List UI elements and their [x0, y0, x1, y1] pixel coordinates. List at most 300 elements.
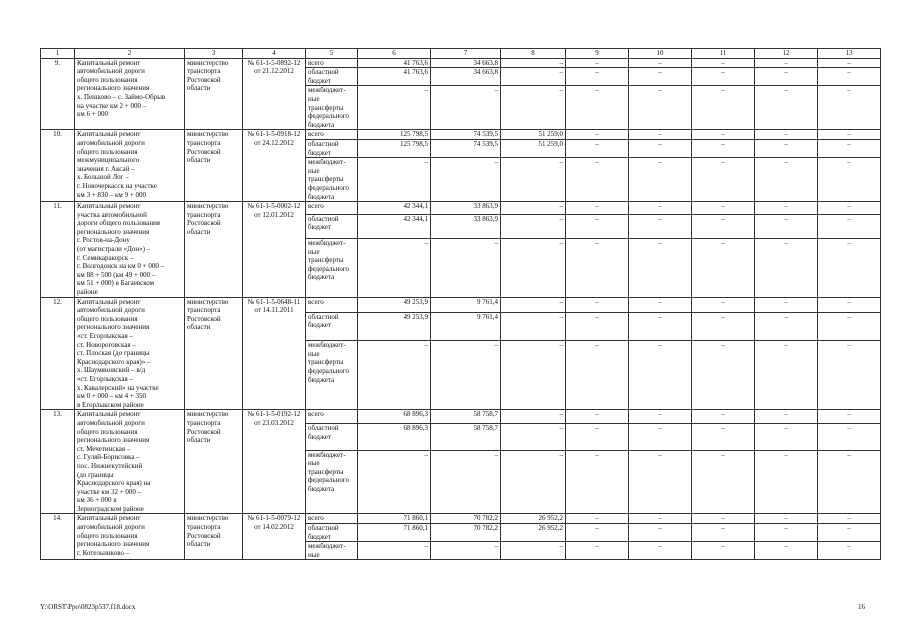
amount-cell: – — [755, 450, 818, 514]
amount-cell: – — [629, 424, 692, 450]
cell-line: автомобильной дороги — [77, 67, 145, 76]
cell-line: автомобильной дороги — [77, 306, 145, 315]
amount-cell: – — [629, 239, 692, 298]
footer-file-path: Y:\ORST\Ppo\0823p537.f18.docx — [40, 603, 136, 611]
amount-cell: – — [566, 86, 629, 130]
responsible-org — [185, 202, 243, 298]
cell-line: межбюджет- — [308, 450, 346, 459]
funding-source — [306, 297, 358, 312]
row-number: 14. — [41, 514, 75, 560]
amount-cell: – — [629, 514, 692, 524]
amount-cell: – — [692, 524, 755, 542]
cell-line: г. Котельниково – — [77, 548, 130, 557]
cell-line: от 12.01.2012 — [254, 210, 294, 219]
cell-line: регионального значения — [77, 227, 150, 236]
project-name — [75, 58, 185, 130]
amount-cell: – — [431, 158, 501, 202]
cell-line: Зерноградском районе — [77, 504, 144, 513]
cell-line: трансферты — [308, 175, 344, 184]
cell-line: Ростовской — [187, 531, 221, 540]
amount-cell: – — [755, 86, 818, 130]
amount-cell: – — [755, 239, 818, 298]
amount-cell: 68 896,3 — [358, 424, 431, 450]
amount-cell: – — [501, 202, 566, 215]
project-name — [75, 297, 185, 410]
cell-line: Капитальный ремонт — [77, 514, 141, 523]
cell-line: общего пользования — [77, 427, 138, 436]
amount-cell: – — [755, 514, 818, 524]
cell-line: областной — [308, 424, 339, 433]
cell-line: бюджет — [308, 76, 331, 85]
cell-line: км 36 + 000 в — [77, 496, 117, 505]
cell-line: (до границы — [77, 470, 114, 479]
cell-line: регионального значения — [77, 323, 150, 332]
cell-line: «ст. Егорлыкская – — [77, 332, 133, 340]
funding-source — [306, 312, 358, 341]
amount-cell: – — [629, 312, 692, 341]
project-name — [75, 410, 185, 514]
amount-cell: – — [629, 450, 692, 514]
cell-line: ст. Плоская (до границы — [77, 349, 150, 358]
amount-cell: – — [566, 341, 629, 410]
amount-cell: – — [566, 239, 629, 298]
amount-cell: – — [755, 410, 818, 424]
cell-line: областной — [308, 68, 339, 77]
amount-cell: – — [818, 341, 881, 410]
amount-cell: – — [566, 58, 629, 68]
cell-line: Капитальный ремонт — [77, 410, 141, 419]
cell-line: Капитальный ремонт — [77, 202, 141, 211]
cell-line: в Егорлыкском районе — [77, 400, 144, 409]
cell-line: транспорта — [187, 210, 221, 219]
cell-line: Капитальный ремонт — [77, 130, 141, 139]
cell-line: дороги общего пользования — [77, 219, 161, 228]
amount-cell: – — [755, 524, 818, 542]
cell-line: всего — [308, 58, 324, 67]
header-cell: 4 — [243, 49, 306, 59]
cell-line: межбюджет- — [308, 239, 346, 248]
funding-source — [306, 524, 358, 542]
cell-line: бюджета — [308, 273, 335, 282]
amount-cell: 68 896,3 — [358, 410, 431, 424]
amount-cell: 51 259,0 — [501, 130, 566, 140]
amount-cell: – — [818, 68, 881, 86]
amount-cell: 58 758,7 — [431, 410, 501, 424]
table-row — [41, 58, 881, 68]
amount-cell: 9 761,4 — [431, 297, 501, 312]
funding-source — [306, 542, 358, 560]
amount-cell: – — [629, 524, 692, 542]
cell-line: всего — [308, 130, 324, 139]
funding-source — [306, 139, 358, 157]
amount-cell: – — [501, 86, 566, 130]
amount-cell: – — [692, 450, 755, 514]
cell-line: транспорта — [187, 138, 221, 147]
amount-cell: – — [755, 341, 818, 410]
amount-cell: – — [629, 158, 692, 202]
header-cell: 10 — [629, 49, 692, 59]
amount-cell: – — [358, 158, 431, 202]
amount-cell: – — [692, 410, 755, 424]
amount-cell: 71 860,1 — [358, 524, 431, 542]
amount-cell: 71 860,1 — [358, 514, 431, 524]
cell-line: области — [187, 436, 211, 445]
cell-line: г. Семикаракорск – — [77, 253, 134, 262]
funding-source — [306, 58, 358, 68]
amount-cell: – — [566, 424, 629, 450]
amount-cell: – — [818, 424, 881, 450]
cell-line: министерство — [187, 410, 229, 419]
responsible-org — [185, 410, 243, 514]
header-cell: 7 — [431, 49, 501, 59]
amount-cell: – — [818, 139, 881, 157]
cell-line: участка автомобильной — [77, 210, 147, 219]
cell-line: № 61-1-5-0918-12 — [247, 130, 301, 139]
cell-line: км 51 + 000) в Багаевском — [77, 279, 155, 288]
amount-cell: – — [692, 424, 755, 450]
funding-source — [306, 130, 358, 140]
cell-line: министерство — [187, 297, 229, 306]
amount-cell: – — [629, 86, 692, 130]
header-cell: 11 — [692, 49, 755, 59]
cell-line: бюджет — [308, 321, 331, 330]
amount-cell: – — [755, 542, 818, 560]
cell-line: общего пользования — [77, 314, 138, 323]
cell-line: общего пользования — [77, 531, 138, 540]
cell-line: регионального значения — [77, 84, 150, 93]
row-number: 10. — [41, 130, 75, 202]
row-number: 9. — [41, 58, 75, 130]
cell-line: ст. Новороговская – — [77, 340, 136, 349]
amount-cell: 42 344,1 — [358, 202, 431, 215]
cell-line: федерального — [308, 367, 350, 376]
cell-line: ст. Мечетинская – — [77, 444, 131, 453]
cell-line: области — [187, 84, 211, 93]
document-ref — [243, 58, 306, 130]
cell-line: бюджета — [308, 120, 335, 129]
amount-cell: 70 782,2 — [431, 514, 501, 524]
amount-cell: – — [566, 312, 629, 341]
amount-cell: – — [629, 214, 692, 238]
cell-line: области — [187, 227, 211, 236]
cell-line: автомобильной дороги — [77, 418, 145, 427]
amount-cell: – — [566, 297, 629, 312]
page-number: 16 — [858, 603, 865, 611]
cell-line: х. Большой Лог – — [77, 173, 129, 182]
amount-cell: – — [755, 202, 818, 215]
amount-cell: – — [566, 158, 629, 202]
header-row — [41, 49, 881, 59]
cell-line: межбюджет- — [308, 542, 346, 551]
amount-cell: – — [692, 341, 755, 410]
cell-line: ные — [308, 166, 320, 175]
cell-line: с. Гуляй-Борисовка – — [77, 453, 140, 462]
amount-cell: – — [501, 424, 566, 450]
amount-cell: – — [755, 130, 818, 140]
header-cell: 5 — [306, 49, 358, 59]
amount-cell: – — [818, 524, 881, 542]
cell-line: Ростовской — [187, 219, 221, 228]
project-name — [75, 202, 185, 298]
cell-line: бюджета — [308, 192, 335, 201]
cell-line: х. Шаумяновский – в/д — [77, 366, 146, 375]
amount-cell: 26 952,2 — [501, 524, 566, 542]
amount-cell: – — [358, 450, 431, 514]
amount-cell: – — [629, 542, 692, 560]
cell-line: х. Пешково – с. Займо-Обрыв — [77, 92, 166, 101]
cell-line: автомобильной дороги — [77, 138, 145, 147]
cell-line: Ростовской — [187, 147, 221, 156]
amount-cell: 26 952,2 — [501, 514, 566, 524]
amount-cell: – — [629, 297, 692, 312]
amount-cell: – — [692, 514, 755, 524]
cell-line: г. Волгодонск на км 0 + 000 – — [77, 262, 165, 271]
cell-line: участке км 32 + 000 – — [77, 487, 142, 496]
amount-cell: – — [501, 239, 566, 298]
cell-line: общего пользования — [77, 147, 138, 156]
amount-cell: – — [566, 130, 629, 140]
cell-line: федерального — [308, 183, 350, 192]
amount-cell: – — [501, 450, 566, 514]
cell-line: областной — [308, 312, 339, 321]
cell-line: области — [187, 540, 211, 549]
cell-line: Краснодарского края)» – — [77, 357, 151, 366]
header-cell: 9 — [566, 49, 629, 59]
cell-line: (от магистрали «Дон») – — [77, 245, 151, 254]
amount-cell: 41 763,6 — [358, 68, 431, 86]
cell-line: федерального — [308, 112, 350, 121]
header-cell: 12 — [755, 49, 818, 59]
cell-line: транспорта — [187, 418, 221, 427]
cell-line: транспорта — [187, 306, 221, 315]
row-number: 12. — [41, 297, 75, 410]
amount-cell: – — [566, 450, 629, 514]
amount-cell: – — [501, 410, 566, 424]
document-ref — [243, 202, 306, 298]
cell-line: от 14.11.2011 — [254, 306, 294, 315]
amount-cell: – — [818, 410, 881, 424]
cell-line: федерального — [308, 476, 350, 485]
amount-cell: – — [755, 58, 818, 68]
cell-line: трансферты — [308, 358, 344, 367]
cell-line: г. Ростов-на-Дону — [77, 236, 130, 245]
amount-cell: – — [629, 410, 692, 424]
amount-cell: – — [692, 202, 755, 215]
responsible-org — [185, 58, 243, 130]
amount-cell: 41 763,6 — [358, 58, 431, 68]
cell-line: трансферты — [308, 256, 344, 265]
cell-line: всего — [308, 202, 324, 211]
cell-line: от 21.12.2012 — [254, 67, 294, 76]
responsible-org — [185, 514, 243, 560]
amount-cell: – — [692, 312, 755, 341]
cell-line: транспорта — [187, 523, 221, 532]
amount-cell: – — [566, 524, 629, 542]
cell-line: Ростовской — [187, 427, 221, 436]
header-cell: 3 — [185, 49, 243, 59]
amount-cell: – — [629, 58, 692, 68]
amount-cell: – — [501, 158, 566, 202]
amount-cell: 49 253,9 — [358, 312, 431, 341]
amount-cell: – — [501, 341, 566, 410]
cell-line: области — [187, 156, 211, 165]
amount-cell: – — [629, 341, 692, 410]
cell-line: всего — [308, 297, 324, 306]
cell-line: ные — [308, 247, 320, 256]
funding-source — [306, 341, 358, 410]
amount-cell: 34 663,8 — [431, 68, 501, 86]
cell-line: регионального значения — [77, 540, 150, 549]
amount-cell: – — [692, 542, 755, 560]
document-ref — [243, 514, 306, 560]
funding-source — [306, 410, 358, 424]
responsible-org — [185, 130, 243, 202]
header-cell: 1 — [41, 49, 75, 59]
amount-cell: – — [566, 542, 629, 560]
cell-line: межмуниципального — [77, 156, 140, 165]
cell-line: министерство — [187, 58, 229, 67]
cell-line: х. Кавалерский» на участке — [77, 383, 159, 392]
cell-line: областной — [308, 524, 339, 533]
cell-line: межбюджет- — [308, 341, 346, 350]
table-row — [41, 410, 881, 424]
cell-line: транспорта — [187, 67, 221, 76]
header-cell: 6 — [358, 49, 431, 59]
table-row — [41, 514, 881, 524]
funding-source — [306, 424, 358, 450]
cell-line: бюджет — [308, 148, 331, 157]
amount-cell: – — [501, 68, 566, 86]
cell-line: бюджета — [308, 485, 335, 494]
amount-cell: 42 344,1 — [358, 214, 431, 238]
cell-line: бюджет — [308, 432, 331, 441]
cell-line: км 0 + 000 – км 4 + 350 — [77, 392, 147, 401]
amount-cell: – — [755, 297, 818, 312]
amount-cell: – — [692, 68, 755, 86]
amount-cell: – — [358, 239, 431, 298]
cell-line: автомобильной дороги — [77, 523, 145, 532]
amount-cell: – — [818, 450, 881, 514]
amount-cell: – — [501, 542, 566, 560]
amount-cell: – — [501, 58, 566, 68]
amount-cell: – — [629, 68, 692, 86]
amount-cell: – — [566, 410, 629, 424]
amount-cell: 33 863,9 — [431, 202, 501, 215]
amount-cell: 58 758,7 — [431, 424, 501, 450]
cell-line: от 23.03.2012 — [254, 418, 294, 427]
project-name — [75, 130, 185, 202]
cell-line: пос. Нижнекутейский — [77, 461, 143, 470]
funding-source — [306, 450, 358, 514]
cell-line: км 88 + 500 (км 49 + 000 – — [77, 270, 156, 279]
cell-line: № 61-1-5-0079-12 — [247, 514, 301, 523]
document-ref — [243, 297, 306, 410]
amount-cell: – — [692, 214, 755, 238]
cell-line: области — [187, 323, 211, 332]
amount-cell: – — [818, 158, 881, 202]
amount-cell: 70 782,2 — [431, 524, 501, 542]
funding-source — [306, 514, 358, 524]
amount-cell: 33 863,9 — [431, 214, 501, 238]
amount-cell: – — [818, 130, 881, 140]
header-cell: 2 — [75, 49, 185, 59]
row-number: 11. — [41, 202, 75, 298]
amount-cell: – — [818, 86, 881, 130]
cell-line: от 14.02.2012 — [254, 523, 294, 532]
amount-cell: – — [818, 202, 881, 215]
amount-cell: – — [629, 130, 692, 140]
cell-line: общего пользования — [77, 75, 138, 84]
cell-line: г. Новочеркасск на участке — [77, 181, 157, 190]
amount-cell: – — [818, 239, 881, 298]
amount-cell: – — [358, 341, 431, 410]
amount-cell: – — [818, 214, 881, 238]
amount-cell: 49 253,9 — [358, 297, 431, 312]
amount-cell: – — [692, 86, 755, 130]
amount-cell: 125 798,5 — [358, 139, 431, 157]
cell-line: всего — [308, 410, 324, 419]
funding-source — [306, 68, 358, 86]
cell-line: министерство — [187, 130, 229, 139]
cell-line: бюджет — [308, 223, 331, 232]
amount-cell: 125 798,5 — [358, 130, 431, 140]
cell-line: министерство — [187, 202, 229, 211]
amount-cell: – — [818, 542, 881, 560]
cell-line: Капитальный ремонт — [77, 297, 141, 306]
cell-line: № 61-1-5-0192-12 — [247, 410, 301, 419]
cell-line: межбюджет- — [308, 158, 346, 167]
document-ref — [243, 410, 306, 514]
cell-line: министерство — [187, 514, 229, 523]
funding-source — [306, 214, 358, 238]
amount-cell: – — [755, 158, 818, 202]
amount-cell: – — [501, 214, 566, 238]
cell-line: областной — [308, 139, 339, 148]
cell-line: ные — [308, 459, 320, 468]
amount-cell: 74 539,5 — [431, 130, 501, 140]
amount-cell: – — [755, 139, 818, 157]
header-cell: 8 — [501, 49, 566, 59]
cell-line: № 61-1-5-0648-11 — [247, 297, 301, 306]
amount-cell: – — [692, 139, 755, 157]
cell-line: всего — [308, 514, 324, 523]
header-cell: 13 — [818, 49, 881, 59]
table-row — [41, 202, 881, 215]
cell-line: районе — [77, 288, 98, 297]
amount-cell: – — [431, 450, 501, 514]
funding-source — [306, 86, 358, 130]
cell-line: Капитальный ремонт — [77, 58, 141, 67]
document-ref — [243, 130, 306, 202]
amount-cell: – — [692, 158, 755, 202]
amount-cell: – — [566, 514, 629, 524]
amount-cell: – — [755, 68, 818, 86]
amount-cell: – — [755, 214, 818, 238]
cell-line: № 61-1-5-0002-12 — [247, 202, 301, 211]
cell-line: бюджета — [308, 375, 335, 384]
cell-line: федерального — [308, 264, 350, 273]
amount-cell: – — [566, 139, 629, 157]
cell-line: бюджет — [308, 532, 331, 541]
responsible-org — [185, 297, 243, 410]
cell-line: км 3 + 830 – км 9 + 000 — [77, 190, 147, 199]
amount-cell: – — [818, 312, 881, 341]
cell-line: Краснодарского края) на — [77, 479, 151, 488]
cell-line: на участке км 2 + 000 – — [77, 101, 147, 110]
amount-cell: 9 761,4 — [431, 312, 501, 341]
amount-cell: – — [431, 239, 501, 298]
amount-cell: – — [818, 58, 881, 68]
